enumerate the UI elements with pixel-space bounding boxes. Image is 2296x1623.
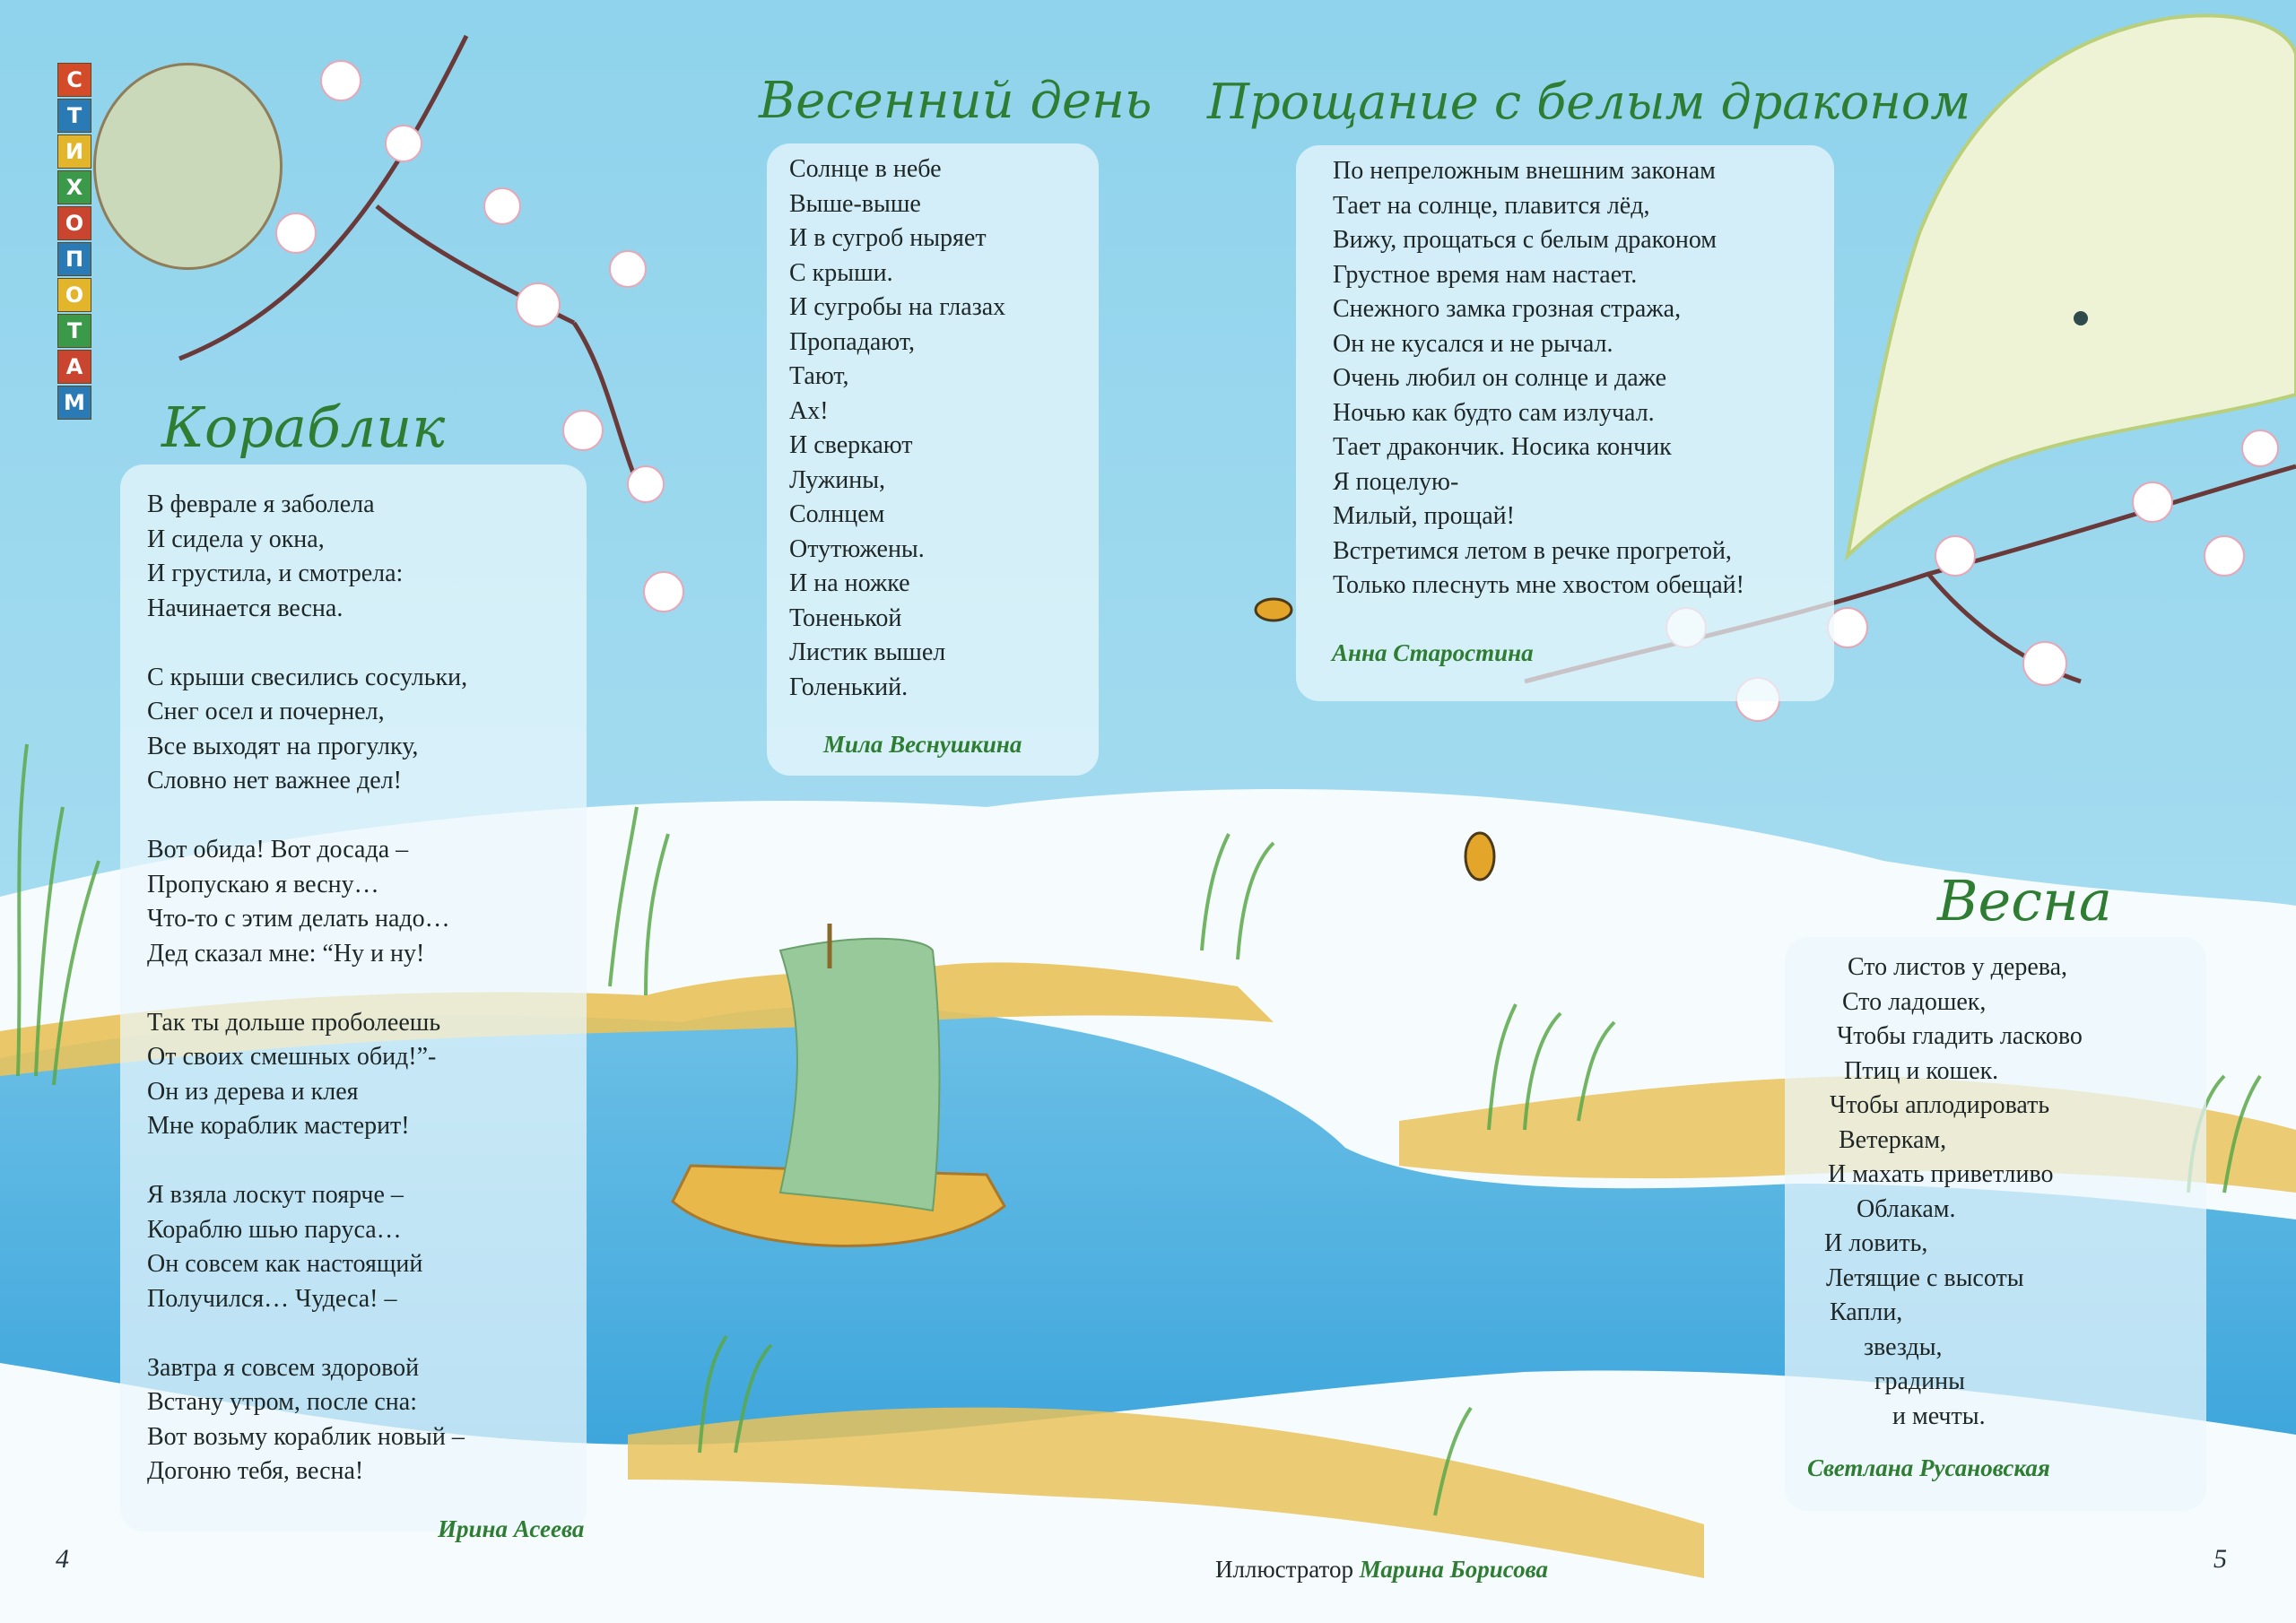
poem-line: Он не кусался и не рычал. <box>1333 329 1613 358</box>
poem-line: И сидела у окна, <box>147 525 325 553</box>
poem-line: Словно нет важнее дел! <box>147 767 402 794</box>
poem-line: Ветеркам, <box>1839 1125 1947 1154</box>
poem-line: Кораблю шью паруса… <box>147 1215 402 1244</box>
poem-title-korablik: Кораблик <box>161 395 446 460</box>
poem-line: Вот возьму кораблик новый – <box>147 1422 465 1451</box>
poem-line: И сверкают <box>789 431 913 459</box>
logo-letter-block: М <box>57 386 91 420</box>
poem-line: Тает дракончик. Носика кончик <box>1333 433 1672 461</box>
poem-line: звезды, <box>1864 1332 1943 1361</box>
poem-line: Получился… Чудеса! – <box>147 1284 397 1313</box>
poem-line: Он из дерева и клея <box>147 1077 359 1106</box>
logo-letter-block: Т <box>57 314 91 348</box>
logo-letter-blocks <box>57 63 93 421</box>
logo-letter-block: О <box>57 278 91 312</box>
stanza-gap <box>147 799 467 834</box>
poem-line: Встану утром, после сна: <box>147 1388 417 1416</box>
stanza-gap <box>147 626 467 661</box>
poem-body-vesenniy-den <box>789 152 1005 705</box>
poem-line: Снежного замка грозная стража, <box>1333 295 1682 323</box>
logo-letter-block: И <box>57 135 91 169</box>
poem-body-vesna <box>1821 950 2083 1434</box>
bee <box>1256 599 1292 621</box>
poem-line: Лужины, <box>789 465 886 494</box>
poem-line: Сто листов у дерева, <box>1848 953 2068 981</box>
poem-line: С крыши свесились сосульки, <box>147 663 468 691</box>
bee <box>1465 833 1494 880</box>
poem-body-korablik <box>147 488 467 1489</box>
poem-line: Пропускаю я весну… <box>147 870 379 898</box>
poem-line: В феврале я заболела <box>147 490 375 518</box>
poem-line: Выше-выше <box>789 189 921 218</box>
poem-line: Милый, прощай! <box>1333 502 1515 530</box>
poem-line: И сугробы на глазах <box>789 293 1006 321</box>
poem-author-proshchanie: Анна Старостина <box>1332 639 1534 666</box>
poem-line: И на ножке <box>789 569 910 597</box>
poem-line: Догоню тебя, весна! <box>147 1457 364 1485</box>
stanza-gap <box>147 1316 467 1351</box>
logo-letter-block: О <box>57 206 91 240</box>
poem-line: Ах! <box>789 396 829 425</box>
boat-sail <box>780 939 940 1211</box>
elephant-badge <box>93 63 283 270</box>
poem-line: Ночью как будто сам излучал. <box>1333 398 1655 427</box>
poem-author-vesna: Светлана Русановская <box>1807 1454 2050 1481</box>
poem-body-proshchanie <box>1333 154 1744 603</box>
poem-line: Завтра я совсем здоровой <box>147 1353 420 1382</box>
illustrator-credit <box>1215 1556 1548 1584</box>
poem-line: Я взяла лоскут поярче – <box>147 1181 404 1209</box>
poem-line: Капли, <box>1830 1298 1903 1326</box>
poem-line: Облакам. <box>1857 1194 1956 1223</box>
poem-line: Чтобы гладить ласково <box>1837 1022 2083 1050</box>
poem-line: Вот обида! Вот досада – <box>147 836 409 864</box>
poem-line: Тают, <box>789 362 849 390</box>
poem-line: Я поцелую- <box>1333 467 1459 496</box>
poem-line: Сто ладошек, <box>1842 987 1987 1016</box>
poem-line: И в сугроб ныряет <box>789 224 987 252</box>
poem-line: Пропадают, <box>789 327 915 356</box>
logo-letter-block: Х <box>57 170 91 204</box>
poem-line: Птиц и кошек. <box>1844 1056 1999 1085</box>
poem-line: Он совсем как настоящий <box>147 1250 423 1278</box>
stanza-gap <box>147 1144 467 1179</box>
logo-letter-block: А <box>57 350 91 384</box>
page-number-right: 5 <box>2213 1544 2227 1574</box>
poem-line: Мне кораблик мастерит! <box>147 1112 410 1140</box>
poem-line: Что-то с этим делать надо… <box>147 905 450 933</box>
poem-line: Снег осел и почернел, <box>147 698 385 725</box>
poem-title-proshchanie: Прощание с белым драконом <box>1207 74 1971 130</box>
logo-letter-block: Т <box>57 99 91 133</box>
poem-line: И грустила, и смотрела: <box>147 560 404 587</box>
poem-line: Солнце в небе <box>789 155 942 183</box>
poem-line: Начинается весна. <box>147 594 344 622</box>
poem-title-vesenniy-den: Весенний день <box>759 72 1152 130</box>
poem-line: Только плеснуть мне хвостом обещай! <box>1333 571 1744 599</box>
poem-line: И ловить, <box>1824 1229 1928 1257</box>
illustrator-name: Марина Борисова <box>1359 1556 1548 1583</box>
poem-line: Дед сказал мне: “Ну и ну! <box>147 939 425 968</box>
poem-line: По непреложным внешним законам <box>1333 157 1716 185</box>
poem-line: Тает на солнце, плавится лёд, <box>1333 191 1650 220</box>
poem-line: Чтобы аплодировать <box>1830 1091 2050 1119</box>
poem-line: Солнцем <box>789 500 885 528</box>
poem-line: Тоненькой <box>789 603 902 632</box>
poem-line: Все выходят на прогулку, <box>147 732 419 760</box>
poem-line: С крыши. <box>789 258 893 287</box>
poem-line: и мечты. <box>1892 1402 1986 1430</box>
poem-line: Грустное время нам настает. <box>1333 260 1638 289</box>
poem-line: Листик вышел <box>789 638 946 666</box>
poem-line: Голенький. <box>789 673 909 701</box>
poem-author-korablik: Ирина Асеева <box>438 1515 585 1542</box>
stanza-gap <box>147 971 467 1006</box>
poem-line: И махать приветливо <box>1828 1160 2054 1188</box>
poem-line: Вижу, прощаться с белым драконом <box>1333 226 1718 254</box>
poem-line: От своих смешных обид!”- <box>147 1043 437 1071</box>
poem-author-vesenniy-den: Мила Веснушкина <box>823 731 1022 758</box>
page-number-left: 4 <box>56 1544 69 1574</box>
poem-line: Очень любил он солнце и даже <box>1333 364 1667 392</box>
illustrator-label: Иллюстратор <box>1215 1556 1353 1583</box>
logo-letter-block: П <box>57 242 91 276</box>
dragon-eye <box>2074 311 2088 325</box>
poem-line: Встретимся летом в речке прогретой, <box>1333 536 1732 565</box>
poem-title-vesna: Весна <box>1937 868 2112 933</box>
poem-line: градины <box>1874 1367 1965 1395</box>
poem-line: Летящие с высоты <box>1826 1263 2024 1292</box>
poem-line: Так ты дольше проболеешь <box>147 1008 441 1037</box>
logo-letter-block: С <box>57 63 91 97</box>
poem-line: Отутюжены. <box>789 534 925 563</box>
